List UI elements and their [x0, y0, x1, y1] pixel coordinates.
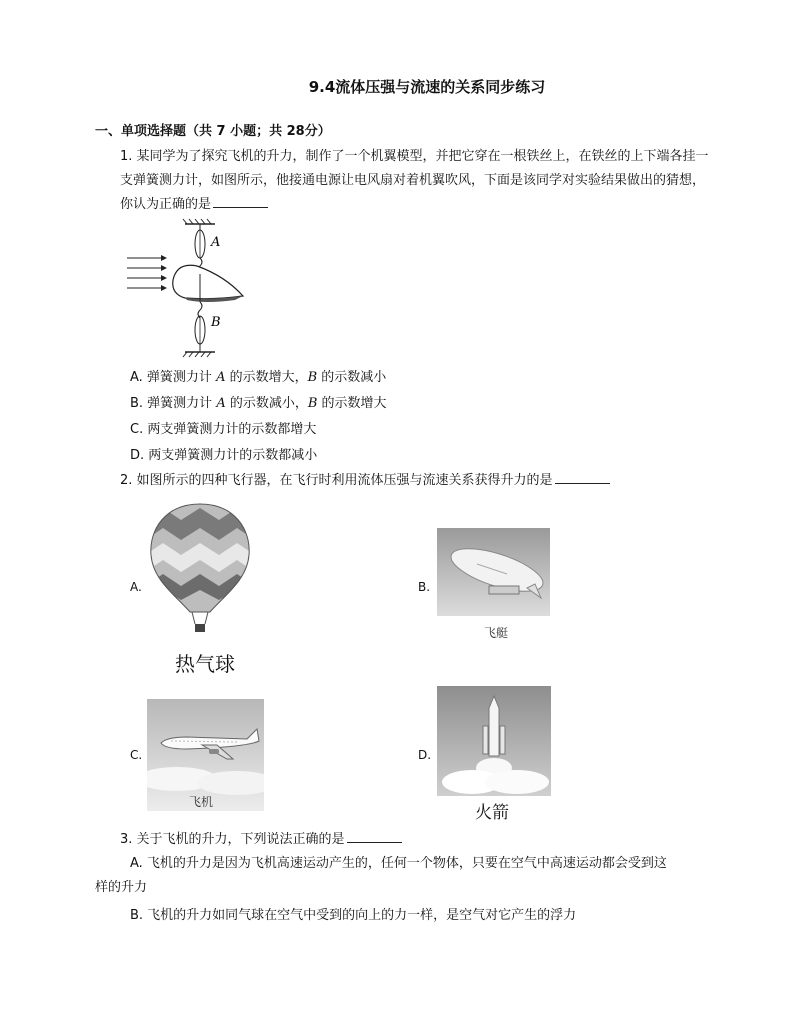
- q1-option-c[interactable]: C. 两支弹簧测力计的示数都增大: [130, 422, 317, 437]
- answer-blank[interactable]: [213, 193, 268, 208]
- question-3-stem: 3. 关于飞机的升力，下列说法正确的是: [120, 828, 402, 852]
- q2-option-a-letter[interactable]: A.: [130, 580, 142, 594]
- q1-option-a[interactable]: A. 弹簧测力计 A 的示数增大，B 的示数减小: [130, 370, 387, 385]
- q2-option-a-caption: 热气球: [175, 652, 235, 676]
- q1-option-d[interactable]: D. 两支弹簧测力计的示数都减小: [130, 448, 318, 463]
- q2-option-d-caption: 火箭: [475, 803, 509, 823]
- q3-option-a[interactable]: A. 飞机的升力是因为飞机高速运动产生的，任何一个物体，只要在空气中高速运动都会受到这 样的升力: [95, 856, 667, 895]
- rocket-image[interactable]: [437, 686, 551, 796]
- q2-option-c-caption: 飞机: [189, 795, 214, 809]
- section-heading: 一、单项选择题（共 7 小题；共 28分）: [95, 124, 331, 139]
- q1-option-b[interactable]: B. 弹簧测力计 A 的示数减小，B 的示数增大: [130, 396, 387, 411]
- q2-option-b-letter[interactable]: B.: [418, 580, 431, 594]
- figure-label-a: A: [211, 235, 221, 250]
- question-2-stem: 2. 如图所示的四种飞行器，在飞行时利用流体压强与流速关系获得升力的是: [120, 469, 610, 493]
- q3-option-b[interactable]: B. 飞机的升力如同气球在空气中受到的向上的力一样，是空气对它产生的浮力: [130, 908, 577, 923]
- q2-option-b-caption: 飞艇: [484, 626, 509, 640]
- airship-image[interactable]: [437, 528, 550, 616]
- question-1-stem: 1. 某同学为了探究飞机的升力，制作了一个机翼模型，并把它穿在一根铁丝上，在铁丝的上下端各挂一支弹簧测力计，如图所示，他接通电源让电风扇对着机翼吹风，下面是该同学对实验结果做出的猜想，你认为正确的是: [120, 149, 709, 212]
- page-title: 9.4流体压强与流速的关系同步练习: [308, 78, 546, 96]
- answer-blank[interactable]: [555, 469, 610, 484]
- q2-option-d-letter[interactable]: D.: [418, 748, 432, 762]
- figure-label-b: B: [211, 315, 221, 330]
- hot-air-balloon-image[interactable]: [145, 500, 255, 645]
- q2-option-c-letter[interactable]: C.: [130, 748, 143, 762]
- wing-model-figure: [125, 218, 255, 360]
- answer-blank[interactable]: [347, 828, 402, 843]
